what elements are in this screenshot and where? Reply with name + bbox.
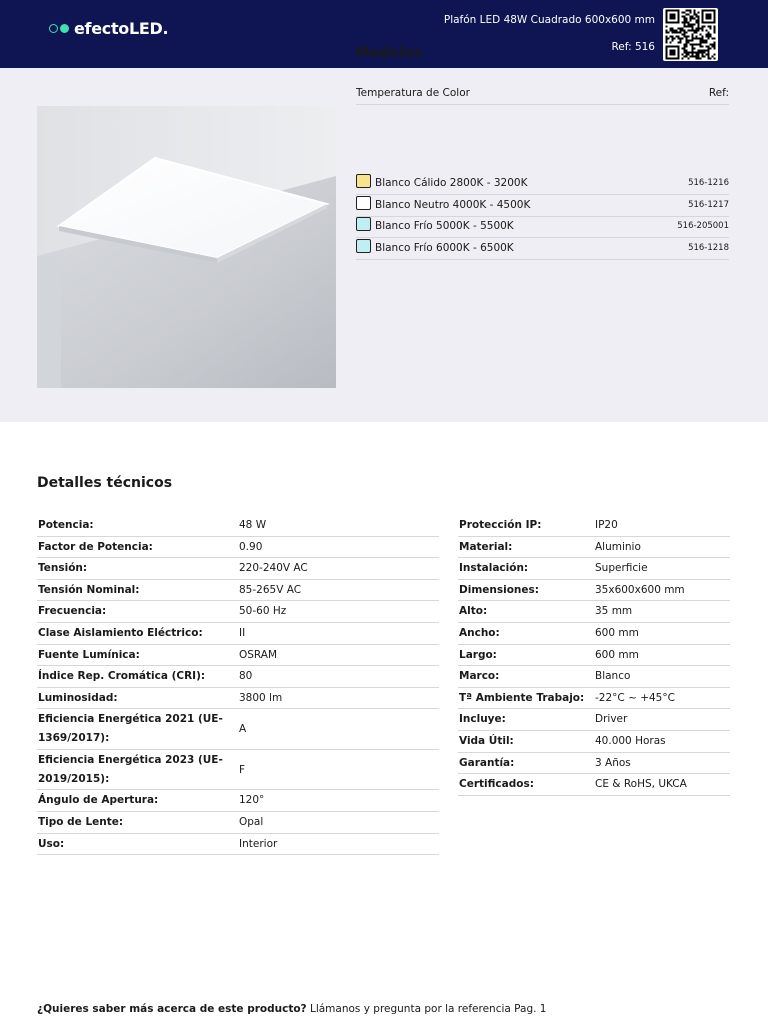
spec-value: Opal — [239, 815, 264, 828]
spec-label: Certificados: — [459, 778, 534, 791]
spec-label: Tª Ambiente Trabajo: — [459, 691, 585, 704]
spec-label: Tipo de Lente: — [38, 815, 124, 828]
spec-row — [458, 623, 730, 645]
color-swatch — [356, 239, 371, 253]
spec-label: Incluye: — [459, 713, 506, 726]
spec-row — [458, 580, 730, 602]
spec-row — [458, 774, 730, 796]
spec-value: 50-60 Hz — [239, 605, 287, 618]
model-ref: 516-205001 — [677, 221, 729, 231]
spec-value: 85-265V AC — [239, 583, 302, 596]
spec-value: -22°C ~ +45°C — [595, 691, 675, 704]
model-name: Blanco Frío 6000K - 6500K — [375, 242, 514, 254]
spec-value: II — [239, 626, 246, 639]
spec-row — [37, 558, 439, 580]
spec-row — [458, 666, 730, 688]
spec-label: Potencia: — [38, 519, 94, 531]
spec-value: 220-240V AC — [239, 562, 308, 575]
spec-value: Driver — [595, 713, 628, 726]
spec-label: Tensión: — [38, 562, 88, 575]
spec-row — [37, 537, 439, 559]
spec-value: 600 mm — [595, 626, 639, 639]
spec-value: 120° — [239, 794, 265, 807]
brand-name: efectoLED. — [74, 19, 169, 38]
spec-label: Alto: — [459, 605, 488, 618]
spec-value: 0.90 — [239, 540, 263, 553]
spec-label: Vida Útil: — [459, 734, 514, 747]
spec-row — [458, 558, 730, 580]
spec-row — [458, 753, 730, 775]
models-title: Modelos — [356, 45, 422, 61]
logo-ring-icon — [49, 24, 58, 33]
spec-value: 80 — [239, 670, 253, 683]
spec-value: 48 W — [239, 519, 267, 531]
model-row — [356, 216, 729, 238]
spec-label: Instalación: — [459, 562, 529, 575]
color-temperature-header: Temperatura de Color — [356, 87, 470, 99]
spec-value: CE & RoHS, UKCA — [595, 778, 687, 791]
footer-text: Llámanos y pregunta por la referencia Pag. 1 — [306, 1003, 547, 1015]
spec-label: Dimensiones: — [459, 583, 539, 596]
spec-value: Interior — [239, 837, 278, 850]
spec-label: Protección IP: — [459, 519, 542, 531]
brand-logo — [49, 19, 168, 38]
spec-value: 40.000 Horas — [595, 734, 666, 747]
spec-row — [458, 731, 730, 753]
model-row — [356, 173, 729, 195]
spec-row — [458, 645, 730, 667]
model-name: Blanco Neutro 4000K - 4500K — [375, 199, 531, 211]
spec-value: F — [239, 763, 246, 776]
spec-label: Luminosidad: — [38, 691, 118, 704]
spec-row — [37, 834, 439, 856]
spec-label: Eficiencia Energética 2021 (UE-1369/2017): — [38, 713, 223, 745]
spec-row — [37, 515, 439, 537]
spec-value: A — [239, 723, 247, 736]
product-photo — [37, 106, 336, 388]
spec-row — [37, 790, 439, 812]
spec-value: Blanco — [595, 670, 631, 683]
spec-label: Largo: — [459, 648, 497, 661]
product-ref: Ref: 516 — [611, 41, 655, 53]
spec-label: Uso: — [38, 837, 65, 850]
spec-row — [37, 709, 439, 750]
spec-label: Tensión Nominal: — [38, 583, 140, 596]
spec-row — [37, 623, 439, 645]
spec-value: OSRAM — [239, 648, 278, 661]
model-ref: 516-1217 — [688, 200, 729, 210]
spec-label: Índice Rep. Cromática (CRI): — [38, 670, 206, 683]
spec-value: 3 Años — [595, 756, 631, 769]
spec-value: 600 mm — [595, 648, 639, 661]
spec-label: Garantía: — [459, 756, 515, 769]
color-swatch — [356, 217, 371, 231]
color-swatch — [356, 196, 371, 210]
spec-label: Ancho: — [459, 626, 500, 639]
spec-row — [37, 666, 439, 688]
spec-row — [458, 515, 730, 537]
spec-label: Eficiencia Energética 2023 (UE-2019/2015): — [38, 753, 223, 785]
footer-question: ¿Quieres saber más acerca de este producto? — [37, 1003, 307, 1015]
spec-value: 35 mm — [595, 605, 633, 618]
spec-table-right — [458, 515, 730, 796]
model-name: Blanco Cálido 2800K - 3200K — [375, 177, 528, 189]
color-swatch — [356, 174, 371, 188]
spec-row — [37, 580, 439, 602]
spec-value: 3800 lm — [239, 691, 283, 704]
models-table-header — [356, 87, 729, 105]
spec-row — [458, 688, 730, 710]
logo-dot-icon — [60, 24, 69, 33]
spec-row — [37, 645, 439, 667]
product-title: Plafón LED 48W Cuadrado 600x600 mm — [443, 14, 655, 26]
spec-label: Clase Aislamiento Eléctrico: — [38, 626, 203, 639]
spec-value: IP20 — [595, 519, 618, 531]
spec-label: Marco: — [459, 670, 500, 683]
qr-code-icon — [663, 8, 718, 61]
spec-label: Fuente Lumínica: — [38, 648, 140, 661]
spec-label: Factor de Potencia: — [38, 540, 153, 553]
spec-row — [37, 601, 439, 623]
model-row — [356, 238, 729, 260]
spec-value: Superficie — [595, 562, 648, 575]
spec-table-left — [37, 515, 439, 855]
spec-label: Material: — [459, 540, 513, 553]
spec-row — [37, 812, 439, 834]
spec-label: Ángulo de Apertura: — [38, 794, 159, 807]
spec-row — [458, 601, 730, 623]
model-ref: 516-1218 — [688, 243, 729, 253]
model-ref: 516-1216 — [688, 178, 729, 188]
ref-header: Ref: — [708, 87, 729, 99]
spec-row — [37, 750, 439, 791]
model-row — [356, 195, 729, 217]
spec-row — [37, 688, 439, 710]
spec-label: Frecuencia: — [38, 605, 107, 618]
spec-row — [458, 709, 730, 731]
footer-note — [37, 1003, 546, 1015]
spec-value: 35x600x600 mm — [595, 583, 685, 596]
model-name: Blanco Frío 5000K - 5500K — [375, 220, 514, 232]
tech-details-title: Detalles técnicos — [37, 475, 173, 491]
spec-row — [458, 537, 730, 559]
spec-value: Aluminio — [595, 540, 641, 553]
